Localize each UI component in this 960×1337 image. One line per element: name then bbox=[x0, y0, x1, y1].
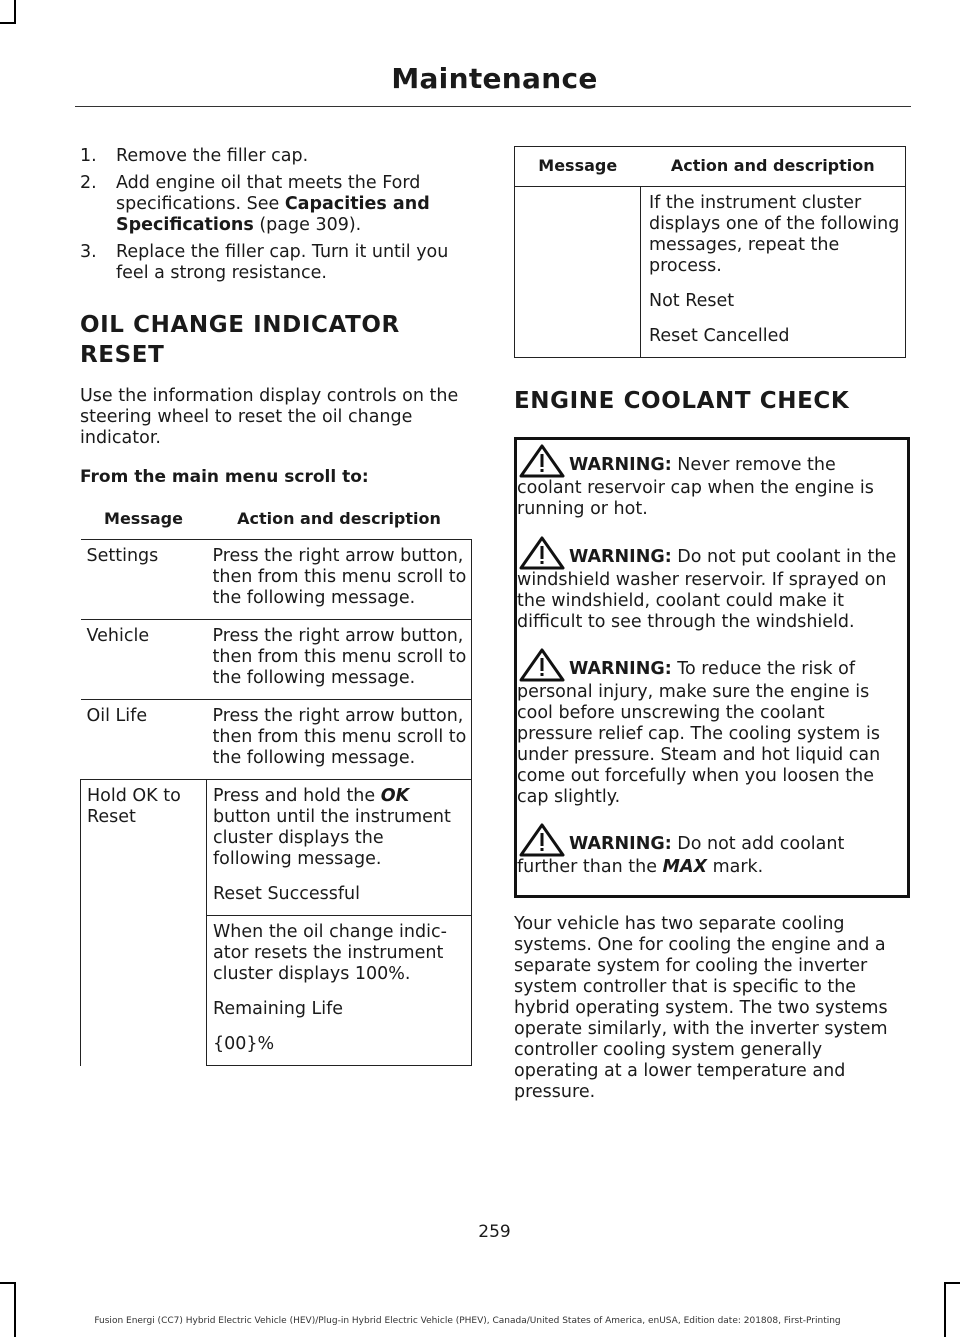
table-row bbox=[515, 187, 906, 358]
page-footer: Fusion Energi (CC7) Hybrid Electric Vehicle (HEV)/Plug-in Hybrid Electric Vehicle (PHEV), Canada/United States of America, enUSA, Edition date: 201808, First-Printing bbox=[94, 1316, 841, 1326]
display-message: Not Reset bbox=[649, 291, 735, 311]
row-message: Oil Life bbox=[81, 700, 207, 780]
row-message bbox=[515, 187, 641, 358]
table-header-row bbox=[515, 147, 906, 187]
step-text: (page 309). bbox=[253, 215, 362, 235]
warning-triangle-icon bbox=[517, 823, 567, 857]
step-item bbox=[80, 173, 472, 236]
warning-box bbox=[514, 437, 910, 898]
step-number: 2. bbox=[80, 173, 97, 193]
warning-item bbox=[517, 648, 903, 808]
action-text: If the instrument cluster displays one of the following messages, repeat the process. bbox=[649, 193, 900, 276]
page-title: Maintenance bbox=[391, 62, 598, 95]
table-row bbox=[81, 620, 472, 700]
warning-triangle-icon bbox=[517, 648, 567, 682]
crop-mark bbox=[944, 1282, 960, 1284]
max-mark: MAX bbox=[662, 857, 707, 877]
right-column bbox=[514, 146, 906, 416]
warning-item bbox=[517, 536, 903, 633]
col-header-action: Action and description bbox=[207, 500, 472, 540]
col-header-action: Action and description bbox=[641, 147, 906, 187]
table-row bbox=[81, 780, 472, 916]
row-action bbox=[207, 916, 472, 1066]
row-message: Vehicle bbox=[81, 620, 207, 700]
warning-text: Do not add coolant further than the bbox=[517, 834, 845, 877]
row-action bbox=[641, 187, 906, 358]
step-text: Add engine oil that meets the Ford specifications. See bbox=[116, 173, 421, 214]
display-message: Reset Successful bbox=[213, 884, 361, 904]
row-action: Press the right arrow button, then from this menu scroll to the following message. bbox=[207, 540, 472, 620]
crop-mark bbox=[0, 1282, 16, 1284]
warning-item bbox=[517, 823, 903, 878]
warning-triangle-icon bbox=[517, 444, 567, 478]
section-intro: Use the information display controls on the steering wheel to reset the oil change indicator. bbox=[80, 386, 459, 448]
steps-list bbox=[80, 146, 472, 284]
table-row bbox=[81, 700, 472, 780]
action-text-part: Press and hold the bbox=[213, 786, 381, 806]
row-action: Press the right arrow button, then from this menu scroll to the following message. bbox=[207, 620, 472, 700]
col-header-message: Message bbox=[515, 147, 641, 187]
warning-text: mark. bbox=[707, 857, 764, 877]
crop-mark bbox=[944, 1282, 946, 1337]
section-heading: ENGINE COOLANT CHECK bbox=[514, 388, 850, 414]
row-action: Press the right arrow button, then from this menu scroll to the following message. bbox=[207, 700, 472, 780]
ok-key: OK bbox=[380, 786, 410, 806]
row-message: Hold OK to Reset bbox=[81, 780, 207, 1066]
action-text bbox=[213, 786, 467, 870]
warning-label: WARNING: bbox=[569, 834, 672, 854]
page-number: 259 bbox=[478, 1222, 511, 1242]
reset-table bbox=[80, 500, 472, 1066]
row-message: Settings bbox=[81, 540, 207, 620]
warning-label: WARNING: bbox=[569, 547, 672, 567]
warning-text: Do not put coolant in the windshield washer reservoir. If sprayed on the windshield, coolant could make it difficult to see through the windshield. bbox=[517, 547, 897, 632]
warning-item bbox=[517, 444, 903, 520]
step-text: Remove the filler cap. bbox=[116, 146, 309, 166]
step-item bbox=[80, 146, 472, 167]
step-text: Replace the filler cap. Turn it until you feel a strong resistance. bbox=[116, 242, 449, 283]
title-rule bbox=[75, 106, 911, 107]
crop-mark bbox=[14, 1282, 16, 1337]
display-message: Remaining Life bbox=[213, 999, 344, 1019]
reset-table-continued bbox=[514, 146, 906, 358]
action-text-part: button until the instrument cluster displays the following message. bbox=[213, 807, 451, 869]
warning-text: To reduce the risk of personal injury, make sure the engine is cool before unscrewing the coolant pressure relief cap. The cooling system is under pressure. Steam and hot liquid can come out forcefully when you loosen the cap slightly. bbox=[517, 659, 881, 807]
row-action bbox=[207, 780, 472, 916]
table-header-row bbox=[81, 500, 472, 540]
warning-triangle-icon bbox=[517, 536, 567, 570]
action-text: When the oil change indic-ator resets the instrument cluster displays 100%. bbox=[213, 922, 447, 984]
step-number: 3. bbox=[80, 242, 97, 262]
warning-label: WARNING: bbox=[569, 659, 672, 679]
left-column bbox=[80, 146, 472, 1066]
warning-label: WARNING: bbox=[569, 455, 672, 475]
display-message: Reset Cancelled bbox=[649, 326, 790, 346]
step-item bbox=[80, 242, 472, 284]
step-number: 1. bbox=[80, 146, 97, 166]
table-lead: From the main menu scroll to: bbox=[80, 467, 369, 487]
display-message: {00}% bbox=[213, 1034, 275, 1054]
crop-mark bbox=[14, 0, 16, 22]
table-row bbox=[81, 540, 472, 620]
warning-text: Never remove the coolant reservoir cap when the engine is running or hot. bbox=[517, 455, 874, 519]
col-header-message: Message bbox=[81, 500, 207, 540]
cross-reference-link[interactable]: Capacities and Specifications bbox=[116, 194, 430, 235]
section-heading: OIL CHANGE INDICATOR RESET bbox=[80, 312, 400, 368]
coolant-body: Your vehicle has two separate cooling systems. One for cooling the engine and a separate system for cooling the inverter system controller that is specific to the hybrid operating system. The two systems operate similarly, with the inverter system controller cooling system generally operating at a lower temperature and pressure. bbox=[514, 914, 888, 1102]
crop-mark bbox=[0, 22, 16, 24]
